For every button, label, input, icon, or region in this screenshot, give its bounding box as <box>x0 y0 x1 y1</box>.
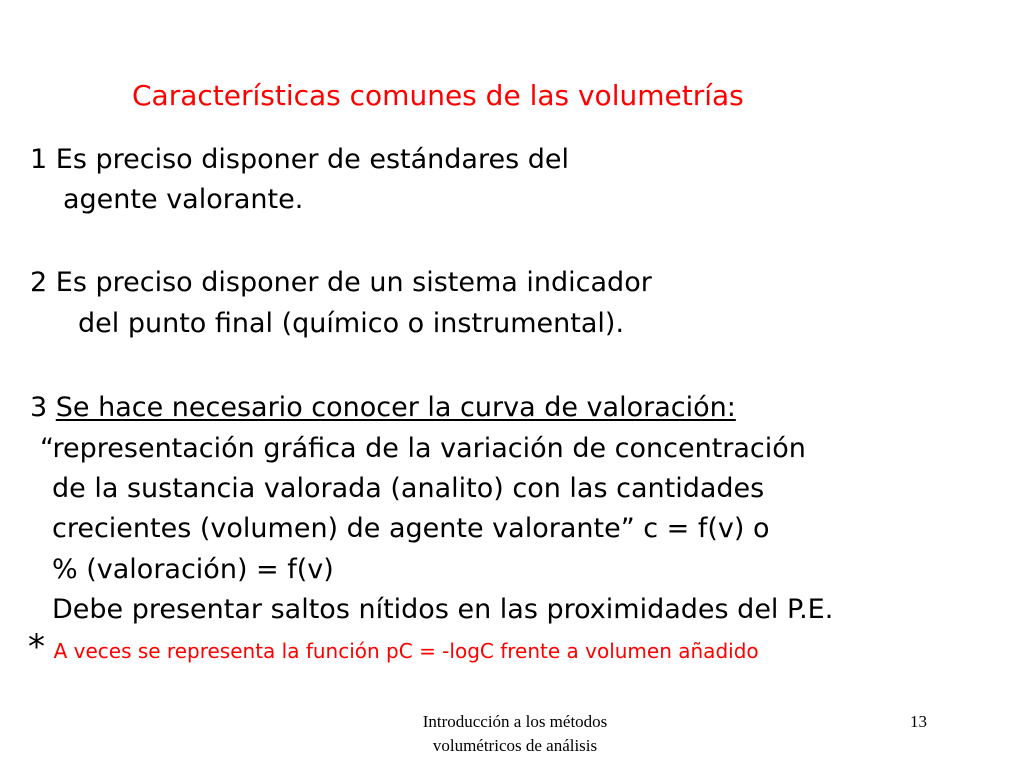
item-3-heading-line <box>30 389 736 427</box>
item-3-number: 3 <box>30 392 56 423</box>
item-3-line-5: Debe presentar saltos nítidos en las proximidades del P.E. <box>52 594 834 625</box>
note-marker: * <box>28 627 45 667</box>
item-3-line-3: crecientes (volumen) de agente valorante” c = f(v) o <box>52 513 770 544</box>
item-3-line-2: de la sustancia valorada (analito) con las cantidades <box>52 473 765 504</box>
item-3-line-4: % (valoración) = f(v) <box>52 554 334 585</box>
item-2-line-2: del punto final (químico o instrumental). <box>78 308 625 339</box>
page-number: 13 <box>910 712 927 731</box>
item-1-line-2: agente valorante. <box>63 184 304 215</box>
item-1-line-1: 1 Es preciso disponer de estándares del <box>30 144 569 175</box>
item-3-heading: Se hace necesario conocer la curva de valoración: <box>55 392 736 423</box>
note-line <box>28 628 759 670</box>
slide-title: Características comunes de las volumetrías <box>132 79 744 112</box>
note-text: A veces se representa la función pC = -logC frente a volumen añadido <box>53 639 759 663</box>
footer-line-2: volumétricos de análisis <box>432 736 598 755</box>
footer-line-1: Introducción a los métodos <box>422 712 608 731</box>
item-3-line-1: “representación gráfica de la variación de concentración <box>40 433 806 464</box>
item-2-line-1: 2 Es preciso disponer de un sistema indicador <box>30 267 652 298</box>
footer-caption <box>360 710 670 758</box>
